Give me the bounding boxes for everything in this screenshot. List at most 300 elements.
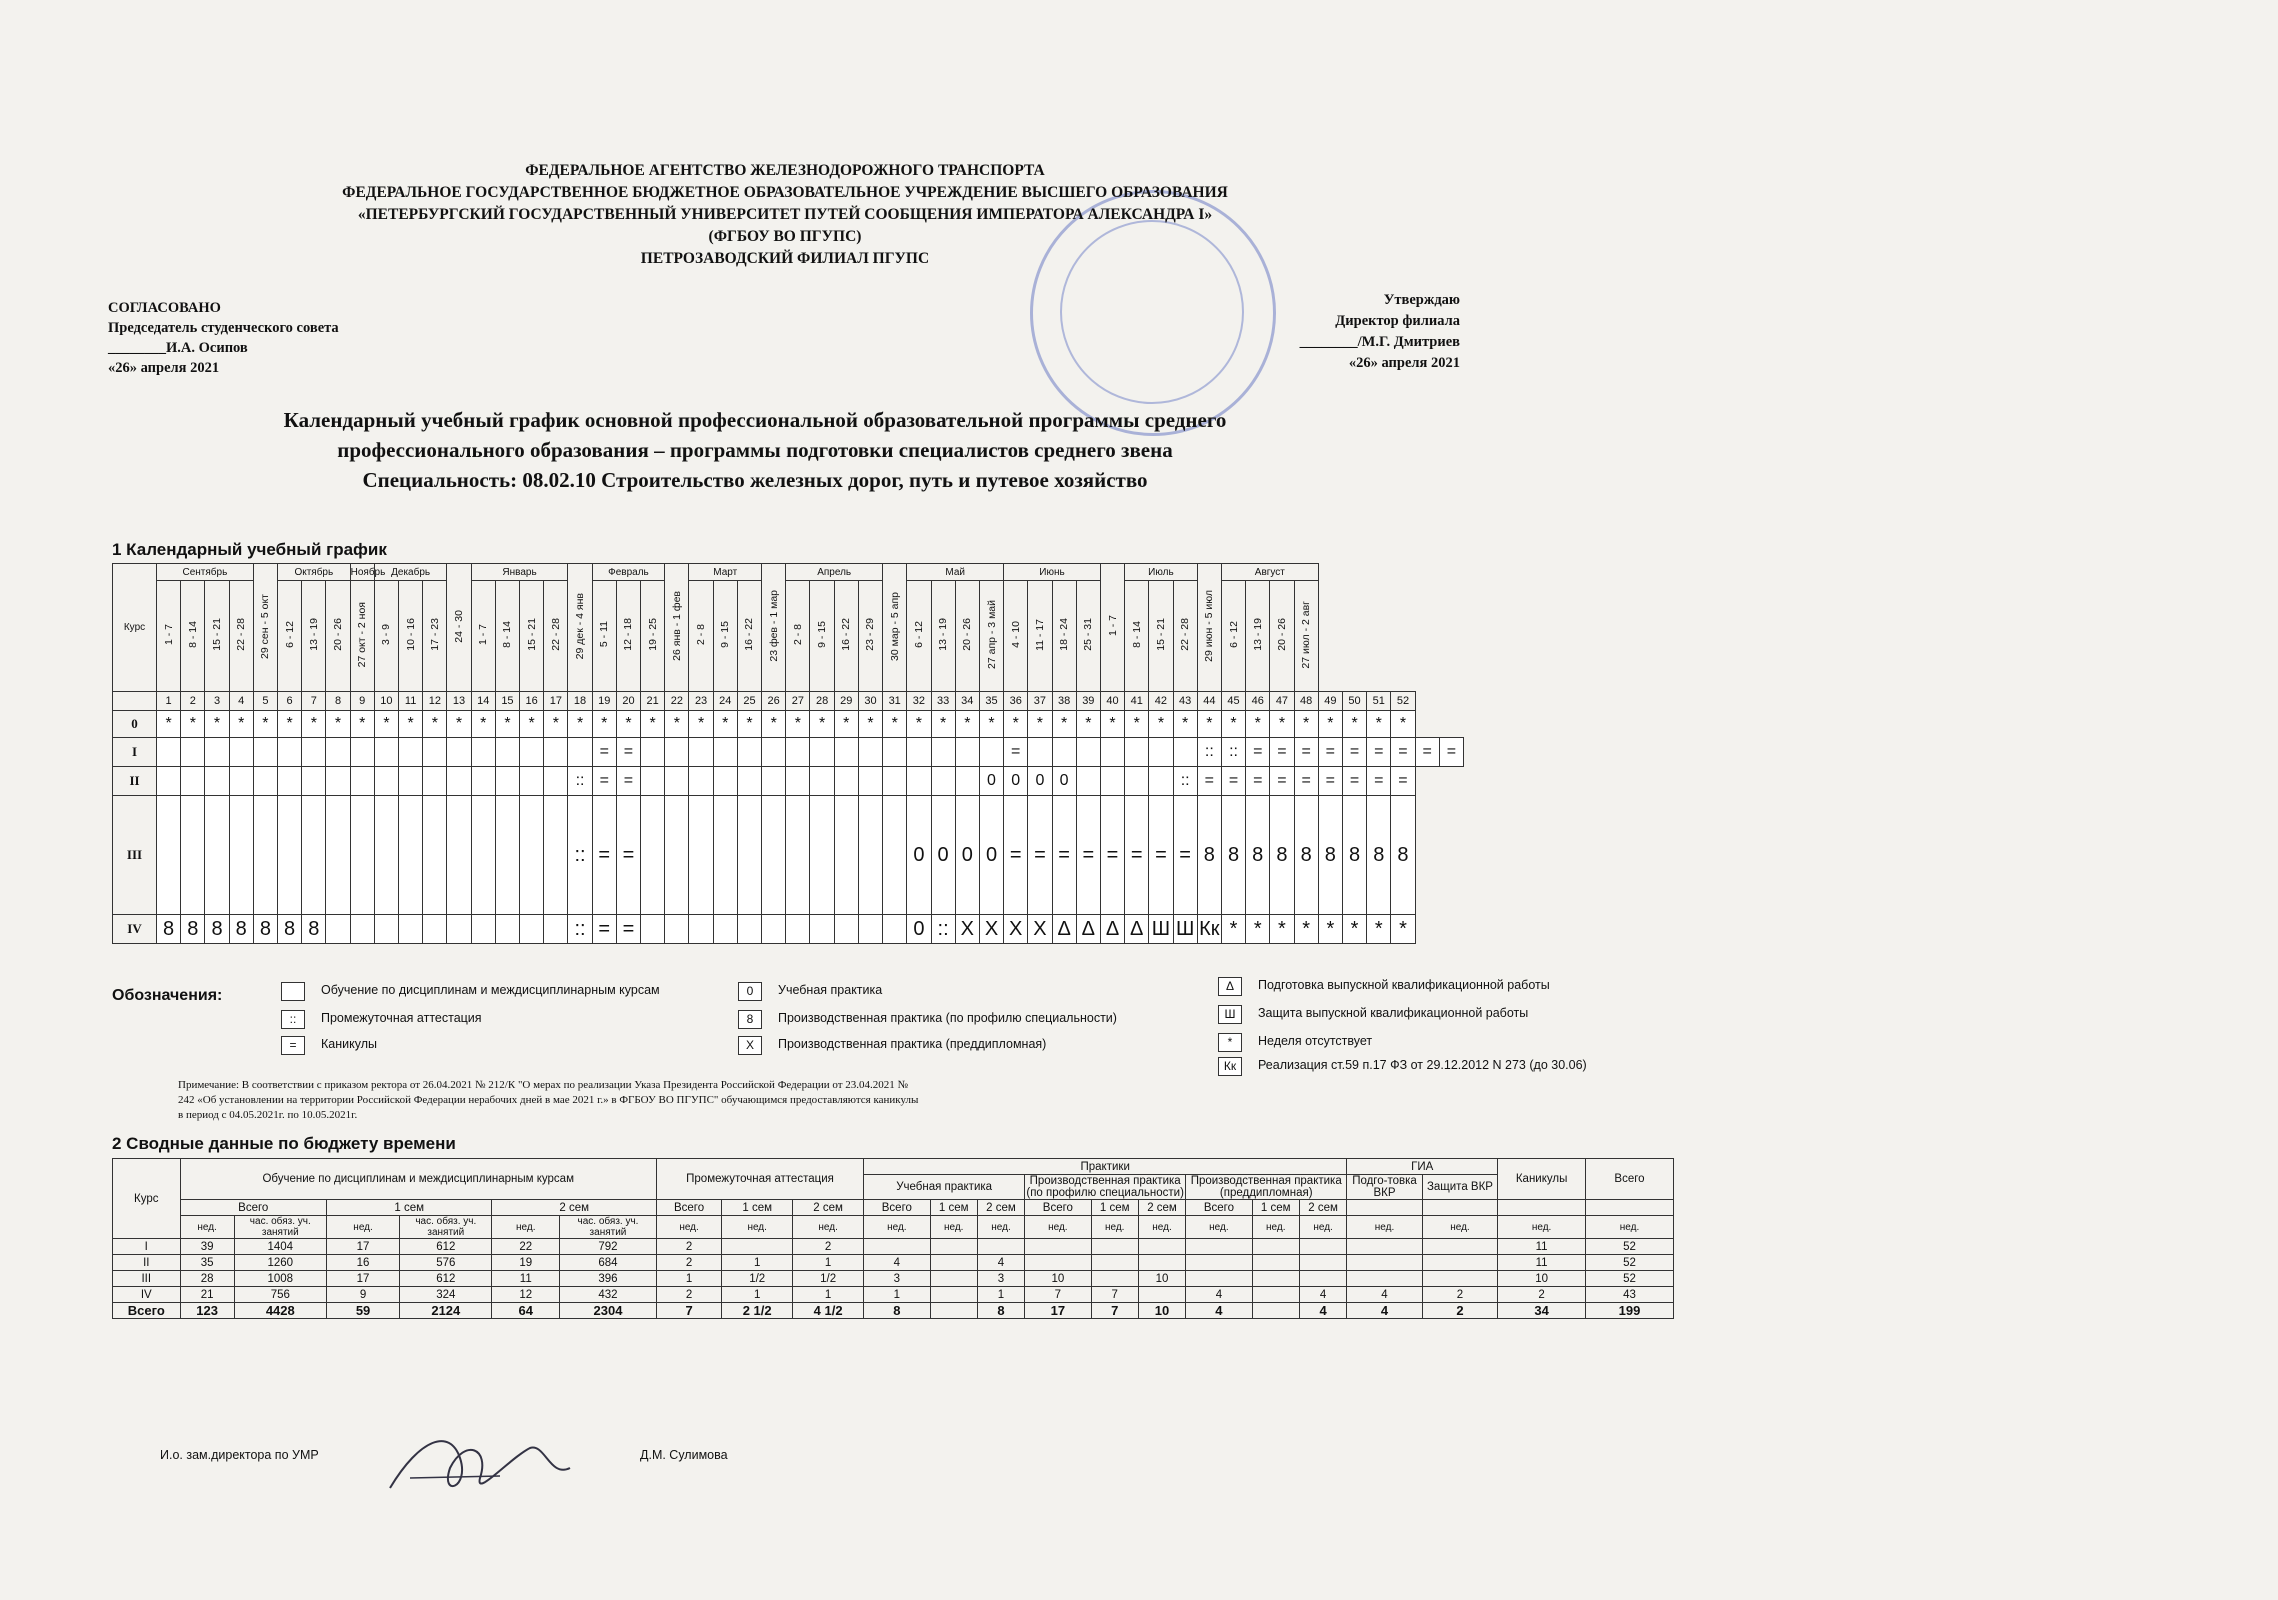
- calendar-cell: *: [471, 711, 495, 738]
- summary-cell: 17: [1025, 1303, 1091, 1319]
- summary-cell: 4: [1299, 1303, 1346, 1319]
- calendar-cell: [883, 767, 907, 796]
- week-number: 31: [883, 692, 907, 711]
- week-header: 27 июл - 2 авг: [1294, 581, 1318, 692]
- calendar-cell: [737, 915, 761, 944]
- calendar-cell: [737, 767, 761, 796]
- summary-cell: 10: [1025, 1271, 1091, 1287]
- week-number: 20: [616, 692, 640, 711]
- summary-cell: 7: [1091, 1303, 1138, 1319]
- approve-role: Директор филиала: [1335, 313, 1460, 329]
- legend-symbol: 8: [738, 1010, 762, 1029]
- calendar-cell: =: [592, 796, 616, 915]
- calendar-cell: *: [1221, 915, 1245, 944]
- calendar-row: [113, 915, 1464, 944]
- calendar-cell: =: [1076, 796, 1100, 915]
- col-pp: Производственная практика (по профилю специальности): [1026, 1175, 1184, 1199]
- week-number: 3: [205, 692, 229, 711]
- summary-cell: [1252, 1303, 1299, 1319]
- calendar-cell: [374, 738, 398, 767]
- calendar-cell: ::: [1173, 767, 1197, 796]
- calendar-cell: 8: [1318, 796, 1342, 915]
- calendar-cell: [713, 915, 737, 944]
- calendar-cell: 8: [1221, 796, 1245, 915]
- week-number: 2: [181, 692, 205, 711]
- calendar-cell: [931, 738, 955, 767]
- course-label: II: [113, 767, 157, 796]
- week-number: 50: [1342, 692, 1366, 711]
- title-line: Календарный учебный график основной профессиональной образовательной программы среднего: [283, 408, 1227, 432]
- calendar-cell: *: [568, 711, 592, 738]
- summary-cell: 9: [326, 1287, 399, 1303]
- calendar-cell: =: [1100, 796, 1124, 915]
- summary-cell: 11: [492, 1271, 560, 1287]
- calendar-cell: [399, 738, 423, 767]
- summary-cell: [1025, 1239, 1091, 1255]
- calendar-cell: =: [1004, 738, 1028, 767]
- summary-cell: 396: [560, 1271, 657, 1287]
- h-s1: 1 сем: [722, 1200, 793, 1216]
- calendar-cell: [665, 796, 689, 915]
- calendar-cell: 8: [229, 915, 253, 944]
- summary-cell: 2304: [560, 1303, 657, 1319]
- calendar-cell: [520, 915, 544, 944]
- legend-text: Неделя отсутствует: [1258, 1034, 1373, 1048]
- calendar-cell: [762, 738, 786, 767]
- summary-cell: 199: [1586, 1303, 1674, 1319]
- summary-cell: 2: [1422, 1303, 1497, 1319]
- week-number: 18: [568, 692, 592, 711]
- agreed-date: «26» апреля 2021: [108, 360, 220, 376]
- calendar-cell: [665, 915, 689, 944]
- week-number: 1: [157, 692, 181, 711]
- calendar-cell: [181, 796, 205, 915]
- calendar-cell: [544, 767, 568, 796]
- calendar-cell: [350, 738, 374, 767]
- summary-row: [113, 1271, 1674, 1287]
- week-header: 1 - 7: [1100, 564, 1124, 692]
- calendar-cell: [229, 796, 253, 915]
- summary-cell: 52: [1586, 1255, 1674, 1271]
- summary-cell: 324: [400, 1287, 492, 1303]
- calendar-cell: *: [326, 711, 350, 738]
- calendar-cell: [520, 796, 544, 915]
- calendar-cell: [399, 767, 423, 796]
- summary-cell: II: [113, 1255, 181, 1271]
- calendar-cell: [253, 767, 277, 796]
- calendar-cell: =: [1367, 738, 1391, 767]
- calendar-cell: 0: [931, 796, 955, 915]
- title-line: Специальность: 08.02.10 Строительство железных дорог, путь и путевое хозяйство: [362, 468, 1148, 492]
- calendar-cell: [1125, 738, 1149, 767]
- calendar-cell: 8: [1246, 796, 1270, 915]
- calendar-cell: [157, 767, 181, 796]
- signature: [380, 1418, 580, 1508]
- legend-text: Защита выпускной квалификационной работы: [1258, 1006, 1529, 1020]
- calendar-cell: Ш: [1149, 915, 1173, 944]
- col-practice: Практики: [864, 1159, 1347, 1175]
- calendar-cell: [907, 738, 931, 767]
- calendar-cell: [423, 738, 447, 767]
- week-number: 45: [1221, 692, 1245, 711]
- h-wk: нед.: [1586, 1216, 1674, 1239]
- calendar-cell: =: [1004, 796, 1028, 915]
- h-wk: нед.: [1498, 1216, 1586, 1239]
- calendar-cell: *: [1246, 915, 1270, 944]
- calendar-cell: [278, 738, 302, 767]
- summary-cell: [864, 1239, 930, 1255]
- calendar-cell: =: [1173, 796, 1197, 915]
- week-header: 26 янв - 1 фев: [665, 564, 689, 692]
- week-header: 13 - 19: [302, 581, 326, 692]
- calendar-cell: [834, 915, 858, 944]
- summary-cell: [1252, 1271, 1299, 1287]
- note-line: в период с 04.05.2021г. по 10.05.2021г.: [178, 1109, 358, 1121]
- week-number: 13: [447, 692, 471, 711]
- calendar-cell: =: [1125, 796, 1149, 915]
- summary-cell: 2: [656, 1287, 721, 1303]
- week-number: 52: [1391, 692, 1415, 711]
- calendar-cell: =: [1270, 767, 1294, 796]
- calendar-cell: *: [1367, 711, 1391, 738]
- summary-cell: 2: [1422, 1287, 1497, 1303]
- calendar-cell: *: [1197, 711, 1221, 738]
- summary-cell: [1252, 1239, 1299, 1255]
- calendar-cell: *: [253, 711, 277, 738]
- calendar-cell: *: [616, 711, 640, 738]
- calendar-cell: *: [205, 711, 229, 738]
- calendar-cell: [447, 767, 471, 796]
- calendar-cell: [520, 738, 544, 767]
- calendar-cell: [423, 767, 447, 796]
- summary-cell: 2: [1498, 1287, 1586, 1303]
- summary-cell: 10: [1138, 1271, 1185, 1287]
- week-header: 17 - 23: [423, 581, 447, 692]
- col-study: Обучение по дисциплинам и междисциплинарным курсам: [180, 1159, 656, 1200]
- week-number: 17: [544, 692, 568, 711]
- col-course: Курс: [113, 1159, 181, 1239]
- month-header: Ноябрь: [350, 564, 374, 581]
- calendar-cell: Δ: [1125, 915, 1149, 944]
- calendar-cell: [302, 738, 326, 767]
- calendar-row: [113, 711, 1464, 738]
- h-all: Всего: [656, 1200, 721, 1216]
- month-header: Октябрь: [278, 564, 351, 581]
- summary-cell: 4: [1299, 1287, 1346, 1303]
- week-number: 28: [810, 692, 834, 711]
- calendar-cell: Кк: [1197, 915, 1221, 944]
- week-number: 41: [1125, 692, 1149, 711]
- week-header: 1 - 7: [471, 581, 495, 692]
- week-number: 9: [350, 692, 374, 711]
- calendar-cell: [979, 738, 1003, 767]
- calendar-cell: [1125, 767, 1149, 796]
- week-number: 40: [1100, 692, 1124, 711]
- calendar-cell: *: [1173, 711, 1197, 738]
- week-number: 8: [326, 692, 350, 711]
- col-gia: ГИА: [1347, 1159, 1498, 1175]
- summary-cell: [1299, 1255, 1346, 1271]
- h-s2: 2 сем: [1138, 1200, 1185, 1216]
- calendar-cell: 8: [1391, 796, 1415, 915]
- month-header: Февраль: [592, 564, 665, 581]
- week-header: 27 апр - 3 май: [979, 581, 1003, 692]
- summary-cell: 16: [326, 1255, 399, 1271]
- calendar-cell: =: [1439, 738, 1463, 767]
- legend-symbol: ::: [281, 1010, 305, 1029]
- calendar-cell: [471, 796, 495, 915]
- week-header: 6 - 12: [1221, 581, 1245, 692]
- calendar-cell: *: [665, 711, 689, 738]
- summary-cell: [930, 1287, 977, 1303]
- agreed-role: Председатель студенческого совета: [108, 320, 339, 336]
- calendar-cell: *: [1270, 915, 1294, 944]
- calendar-cell: [810, 767, 834, 796]
- calendar-cell: *: [955, 711, 979, 738]
- h-wk: нед.: [1299, 1216, 1346, 1239]
- calendar-cell: *: [229, 711, 253, 738]
- summary-cell: [1025, 1255, 1091, 1271]
- summary-cell: [1186, 1271, 1252, 1287]
- calendar-cell: [883, 915, 907, 944]
- summary-row: [113, 1255, 1674, 1271]
- calendar-cell: *: [641, 711, 665, 738]
- calendar-cell: [326, 796, 350, 915]
- week-header: 15 - 21: [205, 581, 229, 692]
- summary-cell: [977, 1239, 1024, 1255]
- calendar-cell: [1052, 738, 1076, 767]
- summary-cell: [1138, 1287, 1185, 1303]
- calendar-cell: *: [689, 711, 713, 738]
- calendar-cell: =: [1391, 738, 1415, 767]
- week-number: 29: [834, 692, 858, 711]
- summary-cell: [1091, 1271, 1138, 1287]
- calendar-cell: [229, 738, 253, 767]
- calendar-cell: [447, 796, 471, 915]
- week-header: 8 - 14: [495, 581, 519, 692]
- calendar-cell: [713, 738, 737, 767]
- calendar-cell: *: [1342, 915, 1366, 944]
- calendar-cell: *: [834, 711, 858, 738]
- note-line: 242 «Об установлении на территории Российской Федерации нерабочих дней в мае 2021 г.» в ФГБОУ ВО ПГУПС" обучающимся предоставляются каникулы: [178, 1094, 919, 1106]
- approve-block: [1290, 290, 1460, 374]
- week-number: 39: [1076, 692, 1100, 711]
- summary-cell: [1347, 1239, 1422, 1255]
- summary-row: [113, 1303, 1674, 1319]
- summary-cell: 1/2: [722, 1271, 793, 1287]
- footer-role: И.о. зам.директора по УМР: [160, 1448, 319, 1462]
- calendar-section-title: 1 Календарный учебный график: [112, 540, 387, 559]
- calendar-cell: [737, 796, 761, 915]
- calendar-cell: *: [350, 711, 374, 738]
- calendar-cell: [689, 915, 713, 944]
- legend-symbol: =: [281, 1036, 305, 1055]
- calendar-cell: [471, 738, 495, 767]
- calendar-cell: *: [737, 711, 761, 738]
- calendar-cell: =: [1052, 796, 1076, 915]
- summary-cell: [1186, 1239, 1252, 1255]
- h-s1: 1 сем: [1091, 1200, 1138, 1216]
- week-header: 16 - 22: [834, 581, 858, 692]
- summary-cell: 35: [180, 1255, 234, 1271]
- summary-cell: 28: [180, 1271, 234, 1287]
- week-number: 25: [737, 692, 761, 711]
- week-header: 5 - 11: [592, 581, 616, 692]
- h-wk: нед.: [930, 1216, 977, 1239]
- summary-cell: 4: [1186, 1287, 1252, 1303]
- calendar-cell: =: [1367, 767, 1391, 796]
- approve-title: Утверждаю: [1383, 292, 1460, 308]
- summary-cell: 3: [864, 1271, 930, 1287]
- summary-cell: 4: [1347, 1303, 1422, 1319]
- calendar-cell: [253, 796, 277, 915]
- summary-cell: 1/2: [793, 1271, 864, 1287]
- week-header: 12 - 18: [616, 581, 640, 692]
- calendar-cell: [858, 738, 882, 767]
- h-wk: нед.: [180, 1216, 234, 1239]
- calendar-cell: [374, 915, 398, 944]
- calendar-cell: *: [762, 711, 786, 738]
- summary-cell: 43: [1586, 1287, 1674, 1303]
- summary-cell: 432: [560, 1287, 657, 1303]
- h-wk: нед.: [1347, 1216, 1422, 1239]
- summary-cell: [1138, 1255, 1185, 1271]
- calendar-cell: [229, 767, 253, 796]
- summary-cell: [1091, 1255, 1138, 1271]
- week-number: 37: [1028, 692, 1052, 711]
- agreed-block: [108, 298, 339, 378]
- calendar-cell: [447, 738, 471, 767]
- footer-name: Д.М. Сулимова: [640, 1448, 728, 1462]
- week-number: 15: [495, 692, 519, 711]
- calendar-cell: *: [1246, 711, 1270, 738]
- summary-cell: [1252, 1255, 1299, 1271]
- week-header: 13 - 19: [931, 581, 955, 692]
- calendar-cell: [278, 796, 302, 915]
- calendar-cell: *: [858, 711, 882, 738]
- course-label: I: [113, 738, 157, 767]
- week-header: 23 - 29: [858, 581, 882, 692]
- summary-cell: 8: [864, 1303, 930, 1319]
- week-header: 29 дек - 4 янв: [568, 564, 592, 692]
- week-header: 18 - 24: [1052, 581, 1076, 692]
- legend-text: Производственная практика (по профилю специальности): [778, 1011, 1117, 1025]
- summary-cell: [930, 1271, 977, 1287]
- calendar-cell: 0: [1028, 767, 1052, 796]
- summary-cell: 1: [864, 1287, 930, 1303]
- week-header: 30 мар - 5 апр: [883, 564, 907, 692]
- summary-cell: 4: [1347, 1287, 1422, 1303]
- calendar-cell: 0: [979, 767, 1003, 796]
- summary-cell: 1: [722, 1255, 793, 1271]
- summary-cell: 684: [560, 1255, 657, 1271]
- header-line: (ФГБОУ ВО ПГУПС): [708, 228, 862, 245]
- summary-cell: I: [113, 1239, 181, 1255]
- calendar-cell: ::: [568, 767, 592, 796]
- summary-cell: 2: [656, 1255, 721, 1271]
- calendar-cell: [205, 796, 229, 915]
- summary-cell: 756: [234, 1287, 326, 1303]
- calendar-cell: [883, 796, 907, 915]
- legend-symbol: [281, 982, 305, 1001]
- calendar-cell: Х: [979, 915, 1003, 944]
- calendar-cell: [399, 915, 423, 944]
- week-header: 19 - 25: [641, 581, 665, 692]
- week-number: 48: [1294, 692, 1318, 711]
- calendar-cell: [834, 796, 858, 915]
- calendar-cell: =: [616, 796, 640, 915]
- calendar-cell: Δ: [1052, 915, 1076, 944]
- calendar-cell: [907, 767, 931, 796]
- summary-row: [113, 1287, 1674, 1303]
- summary-cell: [930, 1239, 977, 1255]
- week-number: 46: [1246, 692, 1270, 711]
- week-header: 25 - 31: [1076, 581, 1100, 692]
- header-line: ПЕТРОЗАВОДСКИЙ ФИЛИАЛ ПГУПС: [640, 250, 930, 267]
- calendar-cell: Δ: [1076, 915, 1100, 944]
- month-header: Август: [1221, 564, 1318, 581]
- calendar-cell: 8: [1270, 796, 1294, 915]
- summary-cell: [1186, 1255, 1252, 1271]
- week-number: 22: [665, 692, 689, 711]
- summary-cell: [1347, 1255, 1422, 1271]
- summary-cell: [1091, 1239, 1138, 1255]
- col-total: Всего: [1586, 1159, 1674, 1200]
- calendar-cell: *: [1294, 915, 1318, 944]
- week-header: 20 - 26: [1270, 581, 1294, 692]
- week-number: 35: [979, 692, 1003, 711]
- calendar-cell: [495, 767, 519, 796]
- week-number: 6: [278, 692, 302, 711]
- calendar-cell: =: [616, 767, 640, 796]
- calendar-cell: [931, 767, 955, 796]
- calendar-cell: [689, 767, 713, 796]
- calendar-cell: ::: [931, 915, 955, 944]
- calendar-cell: [520, 767, 544, 796]
- calendar-cell: *: [810, 711, 834, 738]
- summary-row: [113, 1239, 1674, 1255]
- summary-cell: [722, 1239, 793, 1255]
- calendar-cell: [544, 738, 568, 767]
- course-label: 0: [113, 711, 157, 738]
- h-wk: нед.: [326, 1216, 399, 1239]
- calendar-cell: [713, 767, 737, 796]
- calendar-cell: =: [1294, 767, 1318, 796]
- week-number: 23: [689, 692, 713, 711]
- calendar-cell: [374, 796, 398, 915]
- summary-cell: 59: [326, 1303, 399, 1319]
- week-number: 21: [641, 692, 665, 711]
- calendar-cell: [157, 738, 181, 767]
- h-wk: нед.: [656, 1216, 721, 1239]
- summary-cell: [1299, 1239, 1346, 1255]
- calendar-cell: =: [1149, 796, 1173, 915]
- calendar-cell: [253, 738, 277, 767]
- summary-cell: 1404: [234, 1239, 326, 1255]
- calendar-cell: 0: [979, 796, 1003, 915]
- summary-cell: 34: [1498, 1303, 1586, 1319]
- calendar-cell: [495, 796, 519, 915]
- week-header: 8 - 14: [1125, 581, 1149, 692]
- calendar-cell: *: [713, 711, 737, 738]
- agreed-name: ________И.А. Осипов: [108, 340, 248, 356]
- note: [178, 1078, 1138, 1123]
- week-number: 51: [1367, 692, 1391, 711]
- calendar-cell: [1149, 767, 1173, 796]
- summary-cell: 4428: [234, 1303, 326, 1319]
- calendar-cell: =: [592, 915, 616, 944]
- calendar-cell: 8: [253, 915, 277, 944]
